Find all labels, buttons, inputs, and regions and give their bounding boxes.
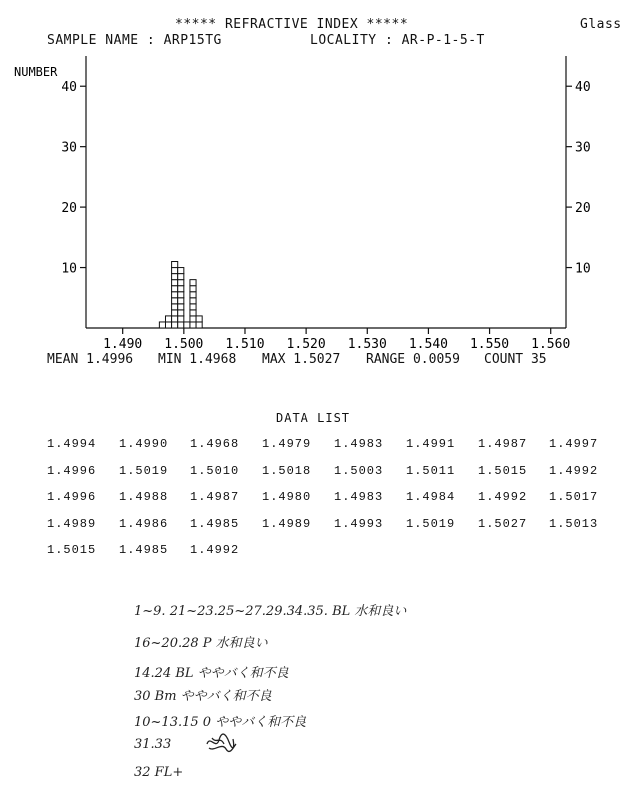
data-cell: 1.5019 bbox=[406, 516, 456, 531]
corner-label: Glass bbox=[580, 17, 622, 32]
x-tick-label: 1.510 bbox=[225, 337, 265, 352]
data-cell: 1.5013 bbox=[549, 516, 599, 531]
histogram-cell bbox=[196, 316, 202, 322]
data-cell: 1.4987 bbox=[478, 437, 528, 451]
handwritten-note: 31.33 bbox=[134, 737, 172, 752]
data-cell: 1.4996 bbox=[47, 490, 97, 504]
histogram-cell bbox=[178, 286, 184, 292]
data-cell: 1.5018 bbox=[262, 463, 312, 478]
histogram-cell bbox=[190, 322, 196, 328]
x-tick-label: 1.560 bbox=[531, 337, 571, 352]
histogram-cell bbox=[190, 310, 196, 316]
locality: LOCALITY : AR-P-1-5-T bbox=[310, 33, 485, 48]
y-tick-label-right: 30 bbox=[575, 140, 591, 156]
histogram-cell bbox=[159, 322, 165, 328]
histogram-bar bbox=[184, 322, 190, 328]
histogram-cell bbox=[196, 322, 202, 328]
sample-name: SAMPLE NAME : ARP15TG bbox=[47, 33, 222, 48]
y-axis-label: NUMBER bbox=[14, 65, 58, 79]
chart-title: ***** REFRACTIVE INDEX ***** bbox=[175, 17, 409, 32]
data-cell: 1.4990 bbox=[119, 437, 169, 451]
data-cell: 1.5003 bbox=[334, 463, 384, 478]
histogram-bar bbox=[190, 280, 196, 328]
data-cell: 1.4992 bbox=[549, 463, 599, 478]
histogram-cell bbox=[165, 322, 171, 328]
histogram-cell bbox=[178, 322, 184, 328]
data-cell: 1.4989 bbox=[47, 516, 97, 531]
handwritten-note: 16~20.28 P 水和良い bbox=[134, 636, 268, 651]
histogram-cell bbox=[172, 292, 178, 298]
histogram-cell bbox=[165, 316, 171, 322]
data-cell: 1.4985 bbox=[119, 543, 169, 557]
histogram-chart bbox=[0, 0, 643, 360]
stat-range: RANGE 0.0059 bbox=[366, 352, 460, 367]
histogram-cell bbox=[172, 274, 178, 280]
data-cell: 1.4983 bbox=[334, 490, 384, 504]
histogram-cell bbox=[172, 298, 178, 304]
data-cell: 1.5017 bbox=[549, 490, 599, 504]
y-tick-label-right: 40 bbox=[575, 80, 591, 96]
histogram-bar bbox=[178, 268, 184, 328]
y-tick-label-right: 20 bbox=[575, 201, 591, 217]
data-cell: 1.4987 bbox=[190, 490, 240, 504]
x-tick-label: 1.520 bbox=[286, 337, 326, 352]
data-cell: 1.5015 bbox=[47, 543, 97, 557]
data-cell: 1.5015 bbox=[478, 463, 528, 478]
data-cell: 1.4993 bbox=[334, 516, 384, 531]
histogram-cell bbox=[178, 274, 184, 280]
histogram-cell bbox=[172, 280, 178, 286]
y-tick-label-left: 10 bbox=[61, 261, 77, 277]
histogram-bar bbox=[196, 316, 202, 328]
histogram-bar bbox=[165, 316, 171, 328]
data-cell: 1.5027 bbox=[478, 516, 528, 531]
data-cell: 1.4985 bbox=[190, 516, 240, 531]
histogram-cell bbox=[184, 322, 190, 328]
histogram-cell bbox=[172, 268, 178, 274]
x-tick-label: 1.490 bbox=[103, 337, 143, 352]
histogram-cell bbox=[190, 316, 196, 322]
data-cell: 1.4980 bbox=[262, 490, 312, 504]
y-tick-label-right: 10 bbox=[575, 261, 591, 277]
histogram-cell bbox=[178, 304, 184, 310]
histogram-bar bbox=[159, 322, 165, 328]
x-tick-label: 1.550 bbox=[469, 337, 510, 352]
histogram-cell bbox=[190, 280, 196, 286]
data-cell: 1.4988 bbox=[119, 490, 169, 504]
histogram-cell bbox=[172, 322, 178, 328]
data-list-title: DATA LIST bbox=[276, 411, 351, 425]
scribble-icon bbox=[204, 732, 238, 754]
data-cell: 1.4997 bbox=[549, 437, 599, 451]
handwritten-note: 32 FL+ bbox=[134, 765, 184, 780]
histogram-cell bbox=[178, 316, 184, 322]
data-cell: 1.4992 bbox=[478, 490, 528, 504]
histogram-cell bbox=[172, 262, 178, 268]
histogram-cell bbox=[190, 304, 196, 310]
y-tick-label-left: 20 bbox=[61, 201, 77, 217]
data-cell: 1.4979 bbox=[262, 437, 312, 451]
histogram-cell bbox=[190, 298, 196, 304]
stat-min: MIN 1.4968 bbox=[158, 352, 237, 367]
histogram-cell bbox=[172, 286, 178, 292]
data-cell: 1.4984 bbox=[406, 490, 456, 504]
data-cell: 1.4983 bbox=[334, 437, 384, 451]
histogram-cell bbox=[178, 292, 184, 298]
histogram-cell bbox=[172, 304, 178, 310]
data-cell: 1.4968 bbox=[190, 437, 240, 451]
histogram-cell bbox=[172, 310, 178, 316]
histogram-bar bbox=[172, 262, 178, 328]
data-cell: 1.4992 bbox=[190, 543, 240, 557]
stat-count: COUNT 35 bbox=[484, 352, 547, 367]
data-cell: 1.4994 bbox=[47, 437, 97, 451]
histogram-cell bbox=[178, 280, 184, 286]
data-cell: 1.4986 bbox=[119, 516, 169, 531]
histogram-cell bbox=[178, 268, 184, 274]
y-tick-label-left: 30 bbox=[61, 140, 77, 156]
stat-max: MAX 1.5027 bbox=[262, 352, 341, 367]
y-tick-label-left: 40 bbox=[61, 80, 77, 96]
data-cell: 1.5010 bbox=[190, 463, 240, 478]
histogram-cell bbox=[172, 316, 178, 322]
data-cell: 1.5011 bbox=[406, 463, 456, 478]
data-cell: 1.4989 bbox=[262, 516, 312, 531]
histogram-cell bbox=[178, 298, 184, 304]
data-cell: 1.5019 bbox=[119, 463, 169, 478]
x-tick-label: 1.500 bbox=[164, 337, 204, 352]
handwritten-note: 14.24 BL ややバく和不良 bbox=[134, 666, 289, 681]
handwritten-note: 1~9. 21~23.25~27.29.34.35. BL 水和良い bbox=[134, 604, 407, 619]
histogram-cell bbox=[178, 310, 184, 316]
handwritten-note: 30 Bm ややバく和不良 bbox=[134, 689, 272, 704]
data-cell: 1.4996 bbox=[47, 463, 97, 478]
histogram-cell bbox=[190, 292, 196, 298]
data-cell: 1.4991 bbox=[406, 437, 456, 451]
handwritten-note: 10~13.15 0 ややバく和不良 bbox=[134, 715, 307, 730]
x-tick-label: 1.530 bbox=[347, 337, 387, 352]
x-tick-label: 1.540 bbox=[408, 337, 448, 352]
histogram-cell bbox=[190, 286, 196, 292]
stat-mean: MEAN 1.4996 bbox=[47, 352, 134, 367]
